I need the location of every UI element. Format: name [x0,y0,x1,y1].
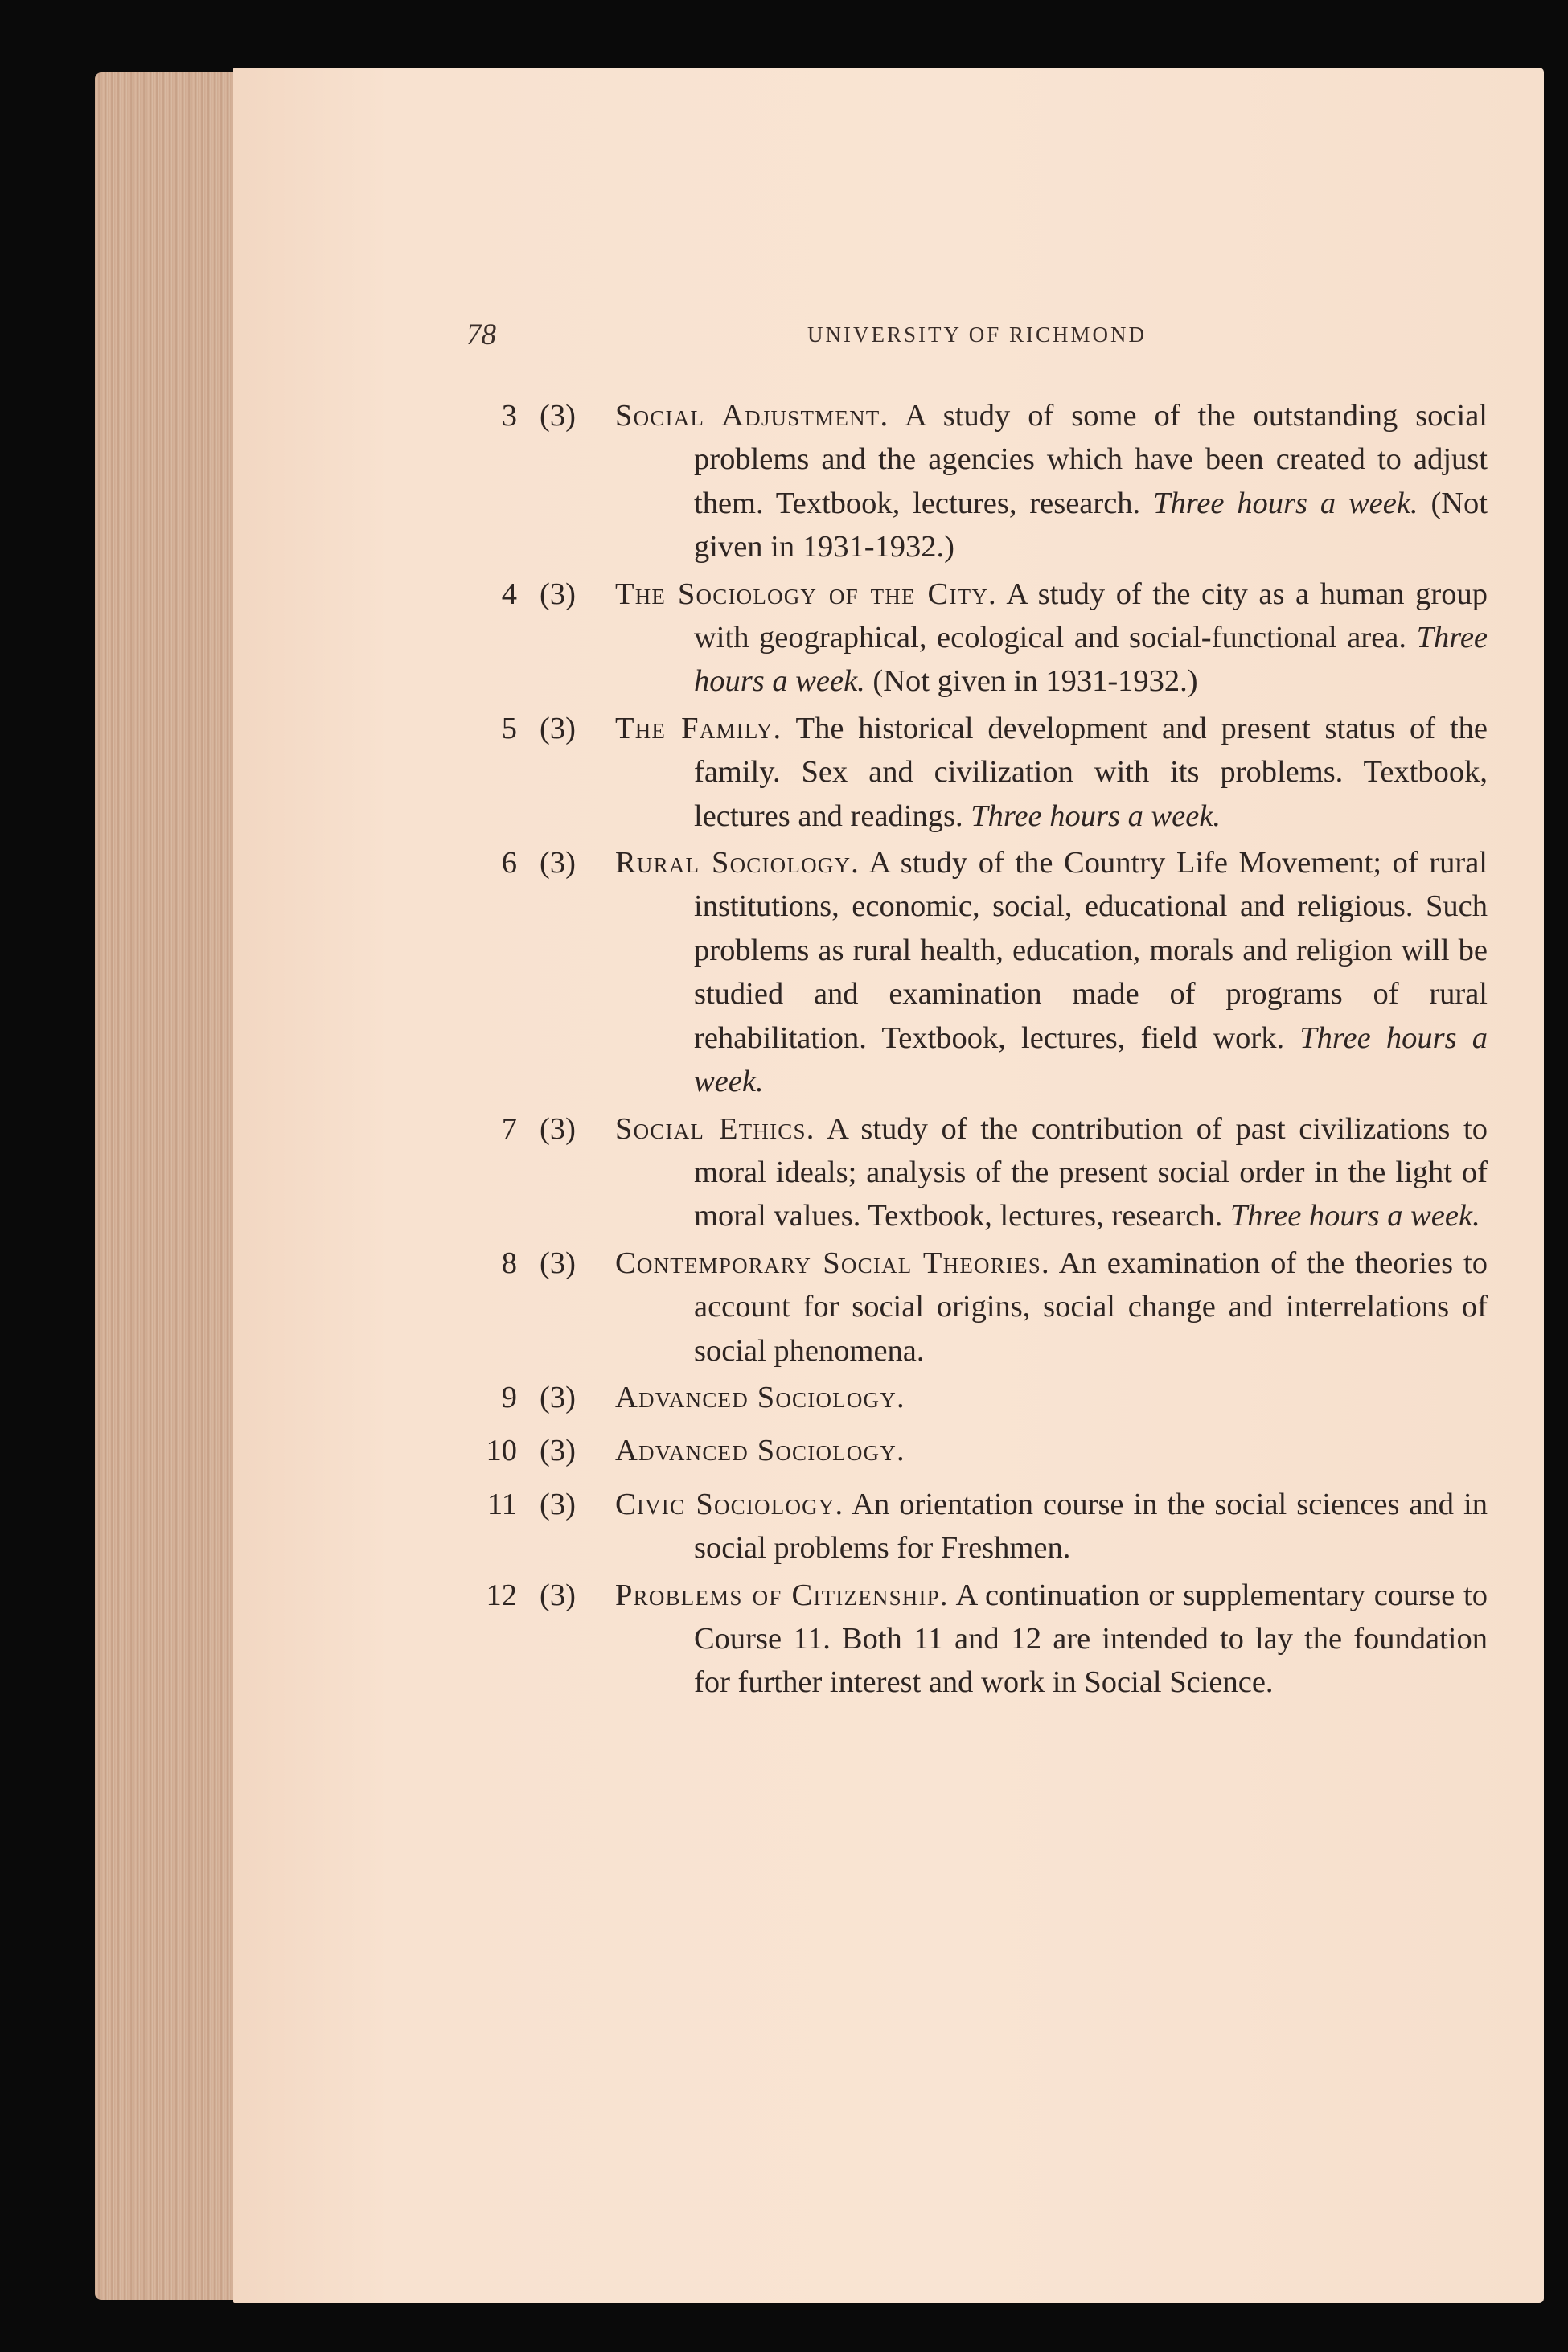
course-note: (Not given in 1931-1932.) [872,664,1198,699]
course-description: The historical development and present status of the family. Sex and civilization with its problems. Textbook, lectures and readings. [694,711,1488,833]
course-hours: Three hours a week. [1229,1199,1480,1233]
course-credits: (3) [540,1578,576,1612]
course-credits: (3) [540,711,576,745]
course-title: Rural Sociology. [615,846,860,880]
course-title: Social Ethics. [615,1111,815,1146]
course-hours: Three hours a week. [1153,486,1418,520]
course-title: Contemporary Social Theories. [615,1246,1050,1280]
course-credits: (3) [540,1246,576,1280]
course-credits: (3) [540,1487,576,1521]
course-entry [486,1574,1488,1705]
course-number: 10 [486,1434,517,1468]
page-number: 78 [466,318,496,351]
course-entry [486,707,1488,838]
course-entry [486,1107,1488,1238]
course-description: A study of some of the outstanding social problems and the agencies which have been created to adjust them. Textbook, lectures, research. [694,399,1488,520]
course-title: Social Adjustment. [615,399,889,433]
course-entry [486,1242,1488,1373]
course-note: (Not given in 1931-1932.) [694,486,1488,564]
course-title: Civic Sociology. [615,1487,844,1521]
course-hours: Three hours a week. [694,621,1488,699]
course-number: 12 [486,1578,517,1612]
course-description: An examination of the theories to account for social origins, social change and interrelations of social phenomena. [694,1246,1488,1368]
course-number: 9 [501,1380,517,1414]
course-credits: (3) [540,577,576,611]
course-description: A continuation or supplementary course to Course 11. Both 11 and 12 are intended to lay the foundation for further interest and work in Social Science. [694,1578,1488,1700]
course-number: 3 [501,399,517,433]
course-number: 8 [501,1246,517,1280]
course-list [486,394,1488,1708]
course-hours: Three hours a week. [971,798,1221,833]
course-credits: (3) [540,1434,576,1468]
course-title: Problems of Citizenship. [615,1578,949,1612]
course-credits: (3) [540,399,576,433]
course-title: Advanced Sociology. [615,1434,905,1468]
course-credits: (3) [540,1111,576,1146]
running-head: UNIVERSITY OF RICHMOND [807,322,1147,347]
course-entry [486,573,1488,704]
course-entry [486,1483,1488,1570]
course-title: Advanced Sociology. [615,1380,905,1414]
course-entry [486,841,1488,1103]
course-description: A study of the Country Life Movement; of rural institutions, economic, social, educational and religious. Such problems as rural health, education, morals and religion will be studied and examination made of programs of rural rehabilitation. Textbook, lectures, field work. [694,846,1488,1055]
course-number: 11 [486,1487,517,1521]
course-entry [486,1429,1488,1472]
course-title: The Sociology of the City. [615,577,997,611]
course-number: 7 [501,1111,517,1146]
course-description: A study of the contribution of past civilizations to moral ideals; analysis of the present social order in the light of moral values. Textbook, lectures, research. [694,1111,1488,1233]
course-title: The Family. [615,711,782,745]
course-number: 6 [501,846,517,880]
course-entry [486,394,1488,569]
course-number: 4 [501,577,517,611]
course-credits: (3) [540,1380,576,1414]
course-credits: (3) [540,846,576,880]
course-description: An orientation course in the social sciences and in social problems for Freshmen. [694,1487,1488,1566]
page-header [466,318,1488,355]
course-description: A study of the city as a human group with geographical, ecological and social-functional area. [694,577,1488,655]
course-hours: Three hours a week. [694,1020,1488,1099]
course-number: 5 [501,711,517,745]
course-entry [486,1376,1488,1419]
page-edges [95,72,256,2300]
